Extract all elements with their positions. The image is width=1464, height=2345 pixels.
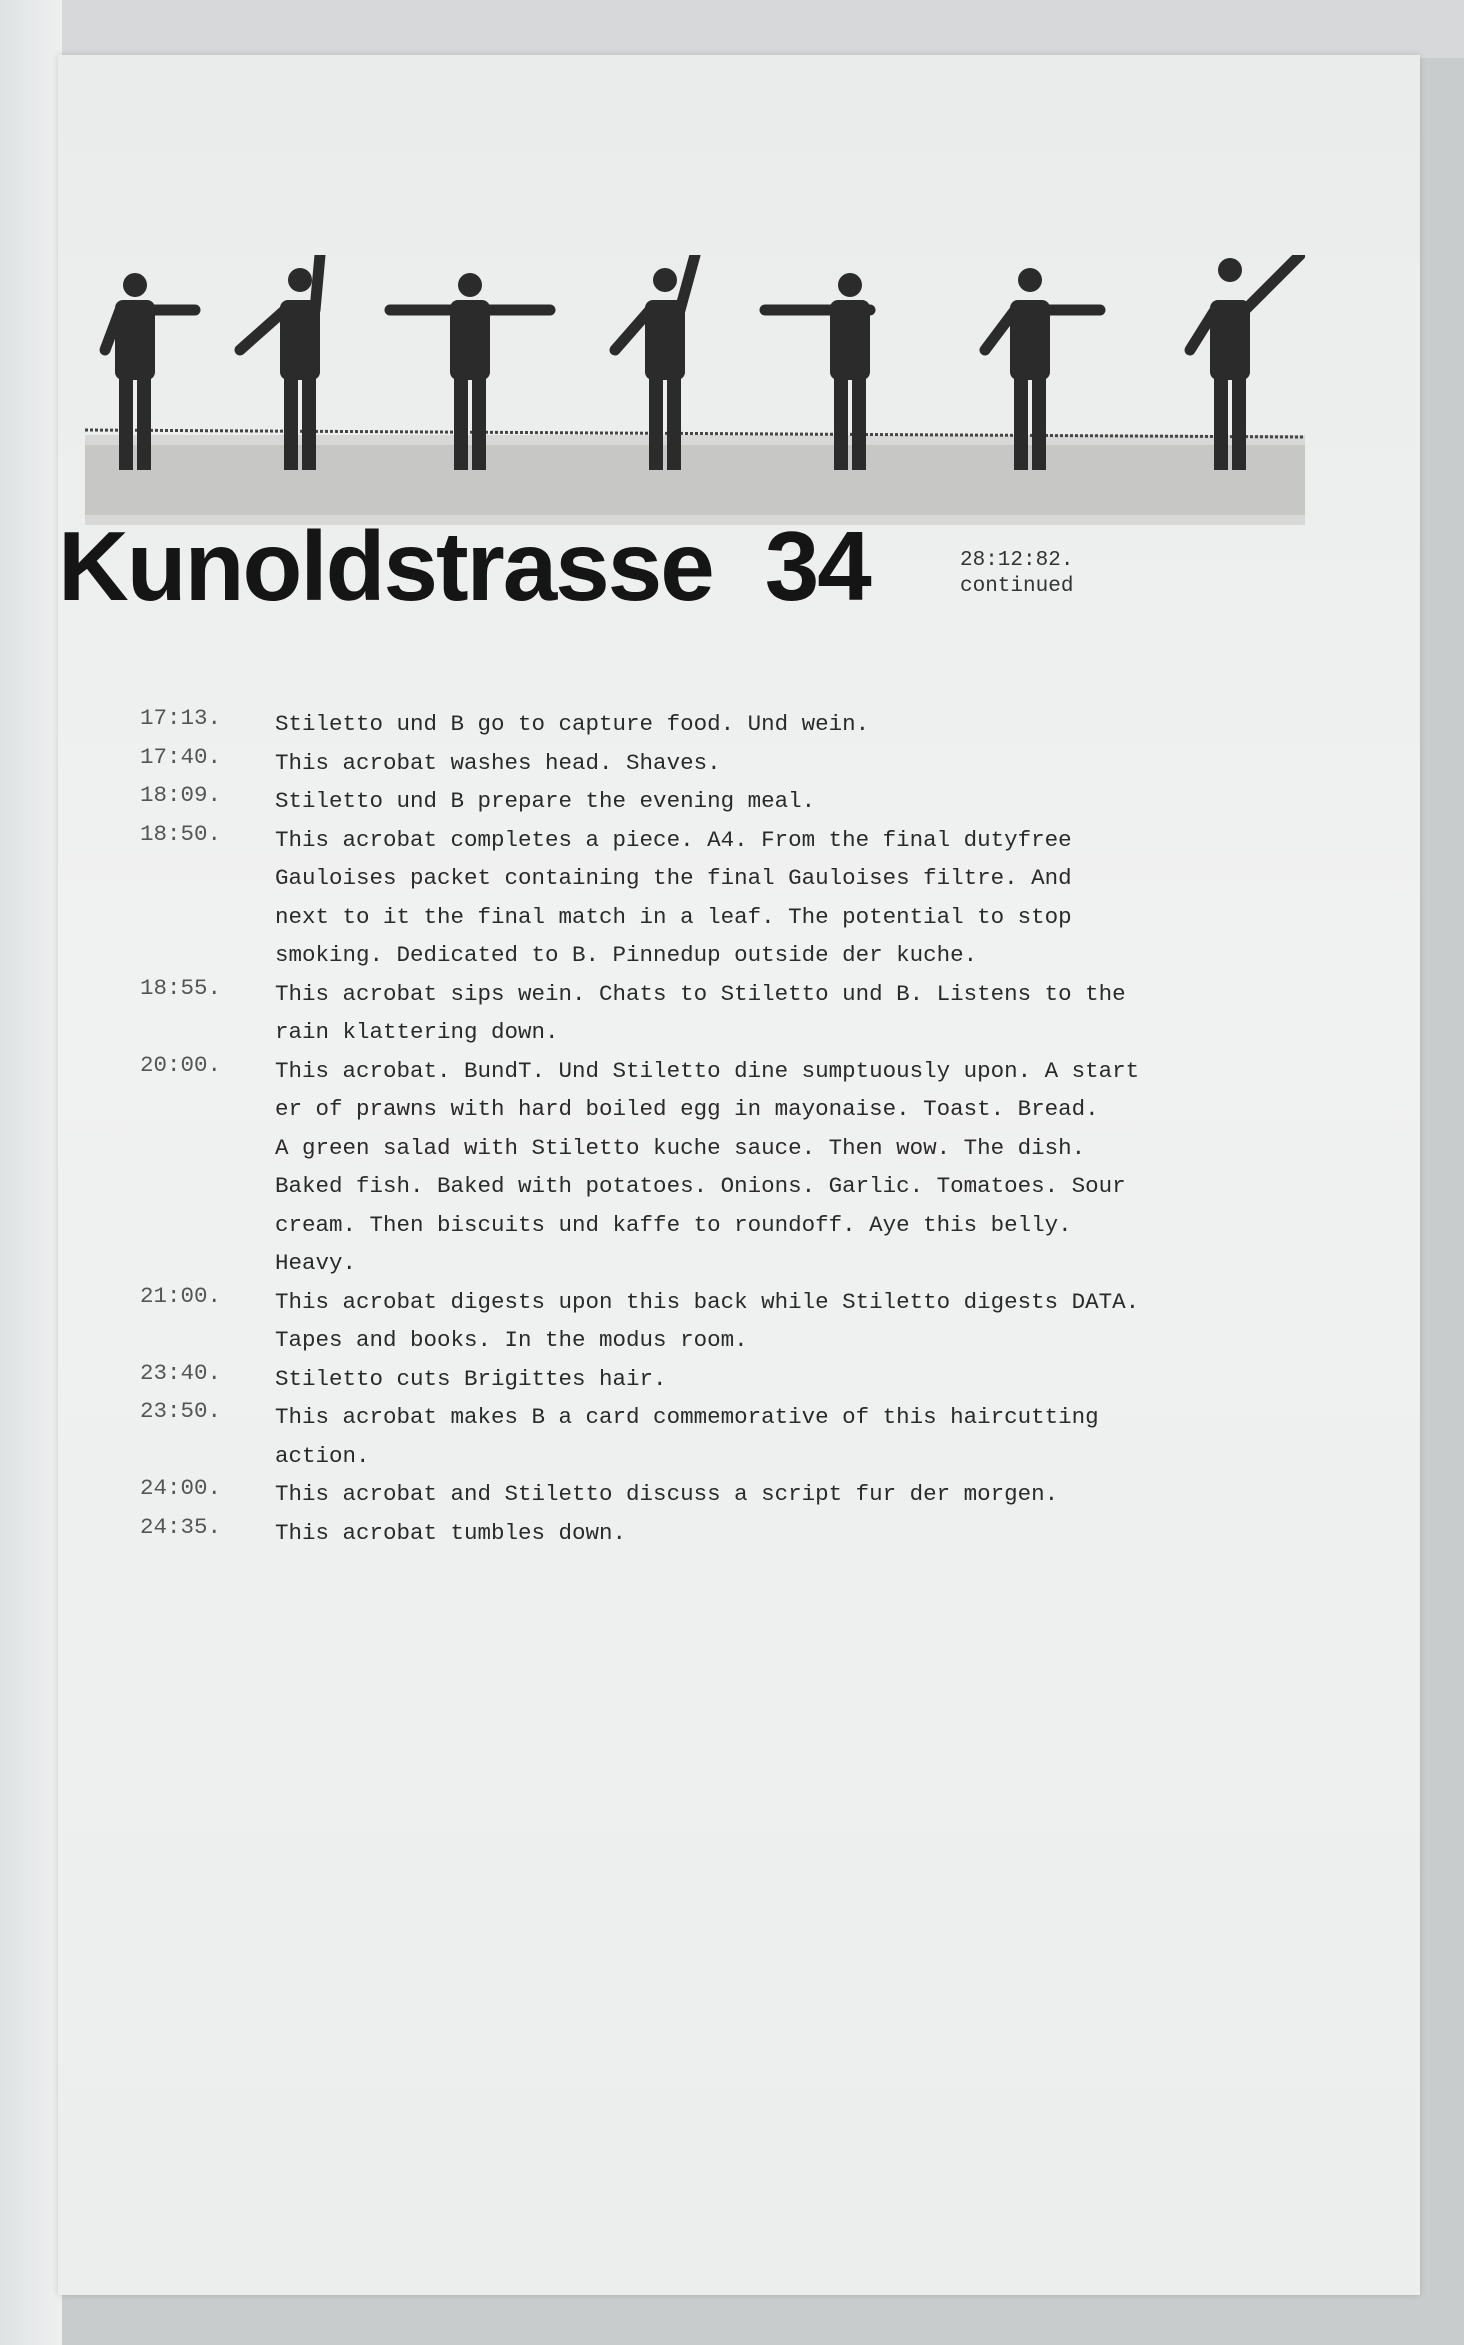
entry-text <box>275 1283 1175 1360</box>
diary-entry <box>140 705 1175 744</box>
entry-time: 18:09. <box>140 782 222 808</box>
entry-line: This acrobat digests upon this back while Stiletto digests DATA. <box>275 1288 1140 1315</box>
entry-time: 20:00. <box>140 1051 222 1078</box>
entry-text <box>275 744 1175 783</box>
entry-text <box>275 1360 1175 1399</box>
entry-line: Stiletto cuts Brigittes hair. <box>275 1365 667 1392</box>
entry-line: smoking. Dedicated to B. Pinnedup outside der kuche. <box>275 942 978 968</box>
entry-text <box>275 1398 1175 1475</box>
diary-entries <box>140 705 1175 1552</box>
entry-line: cream. Then biscuits und kaffe to roundoff. Aye this belly. <box>275 1211 1072 1238</box>
entry-line: This acrobat and Stiletto discuss a script fur der morgen. <box>275 1481 1059 1507</box>
diary-entry <box>140 1398 1175 1475</box>
diary-entry <box>140 1360 1175 1399</box>
entry-line: This acrobat makes B a card commemorative of this haircutting <box>275 1404 1099 1430</box>
entry-time: 18:50. <box>140 820 222 847</box>
entry-line: Tapes and books. In the modus room. <box>275 1327 748 1353</box>
entry-line: next to it the final match in a leaf. The potential to stop <box>275 903 1072 930</box>
facing-page-edge <box>0 0 62 2345</box>
entry-line: Stiletto und B go to capture food. Und wein. <box>275 711 870 737</box>
diary-entry <box>140 975 1175 1052</box>
entry-text <box>275 1514 1175 1553</box>
date-block <box>960 548 1073 600</box>
entry-line: This acrobat sips wein. Chats to Stiletto und B. Listens to the <box>275 980 1126 1007</box>
title-word: Kunoldstrasse <box>58 511 713 621</box>
entry-time: 24:00. <box>140 1475 222 1501</box>
entry-text <box>275 782 1175 821</box>
entry-time: 24:35. <box>140 1513 222 1540</box>
entry-text <box>275 1052 1175 1283</box>
entry-line: Heavy. <box>275 1250 357 1276</box>
acrobat-figures-photo <box>85 255 1305 525</box>
entry-text <box>275 1475 1175 1514</box>
entry-line: This acrobat washes head. Shaves. <box>275 749 721 776</box>
diary-entry <box>140 1283 1175 1360</box>
background-shadow <box>0 0 1464 58</box>
entry-line: action. <box>275 1442 370 1469</box>
entry-time: 18:55. <box>140 974 222 1001</box>
entry-time: 17:40. <box>140 743 222 770</box>
diary-entry <box>140 1052 1175 1283</box>
entry-line: Stiletto und B prepare the evening meal. <box>275 788 816 814</box>
entry-text <box>275 821 1175 975</box>
entry-time: 23:40. <box>140 1359 222 1386</box>
diary-entry <box>140 782 1175 821</box>
entry-line: This acrobat. BundT. Und Stiletto dine sumptuously upon. A start <box>275 1057 1140 1084</box>
entry-line: This acrobat tumbles down. <box>275 1519 627 1546</box>
entry-text <box>275 705 1175 744</box>
diary-entry <box>140 821 1175 975</box>
diary-entry <box>140 1475 1175 1514</box>
entry-time: 21:00. <box>140 1282 222 1309</box>
title-number: 34 <box>764 511 870 621</box>
diary-entry <box>140 1514 1175 1553</box>
entry-line: rain klattering down. <box>275 1019 559 1045</box>
entry-time: 17:13. <box>140 705 222 731</box>
diary-entry <box>140 744 1175 783</box>
continued-label: continued <box>960 575 1074 598</box>
entry-line: This acrobat completes a piece. A4. From the final dutyfree <box>275 826 1072 853</box>
entry-line: Gauloises packet containing the final Gauloises filtre. And <box>275 865 1072 891</box>
entry-text <box>275 975 1175 1052</box>
entry-time: 23:50. <box>140 1398 222 1424</box>
date: 28:12:82. <box>960 549 1074 572</box>
entry-line: er of prawns with hard boiled egg in mayonaise. Toast. Bread. <box>275 1096 1099 1122</box>
entry-line: Baked fish. Baked with potatoes. Onions. Garlic. Tomatoes. Sour <box>275 1173 1126 1199</box>
entry-line: A green salad with Stiletto kuche sauce. Then wow. The dish. <box>275 1134 1086 1161</box>
page-title <box>58 510 870 623</box>
